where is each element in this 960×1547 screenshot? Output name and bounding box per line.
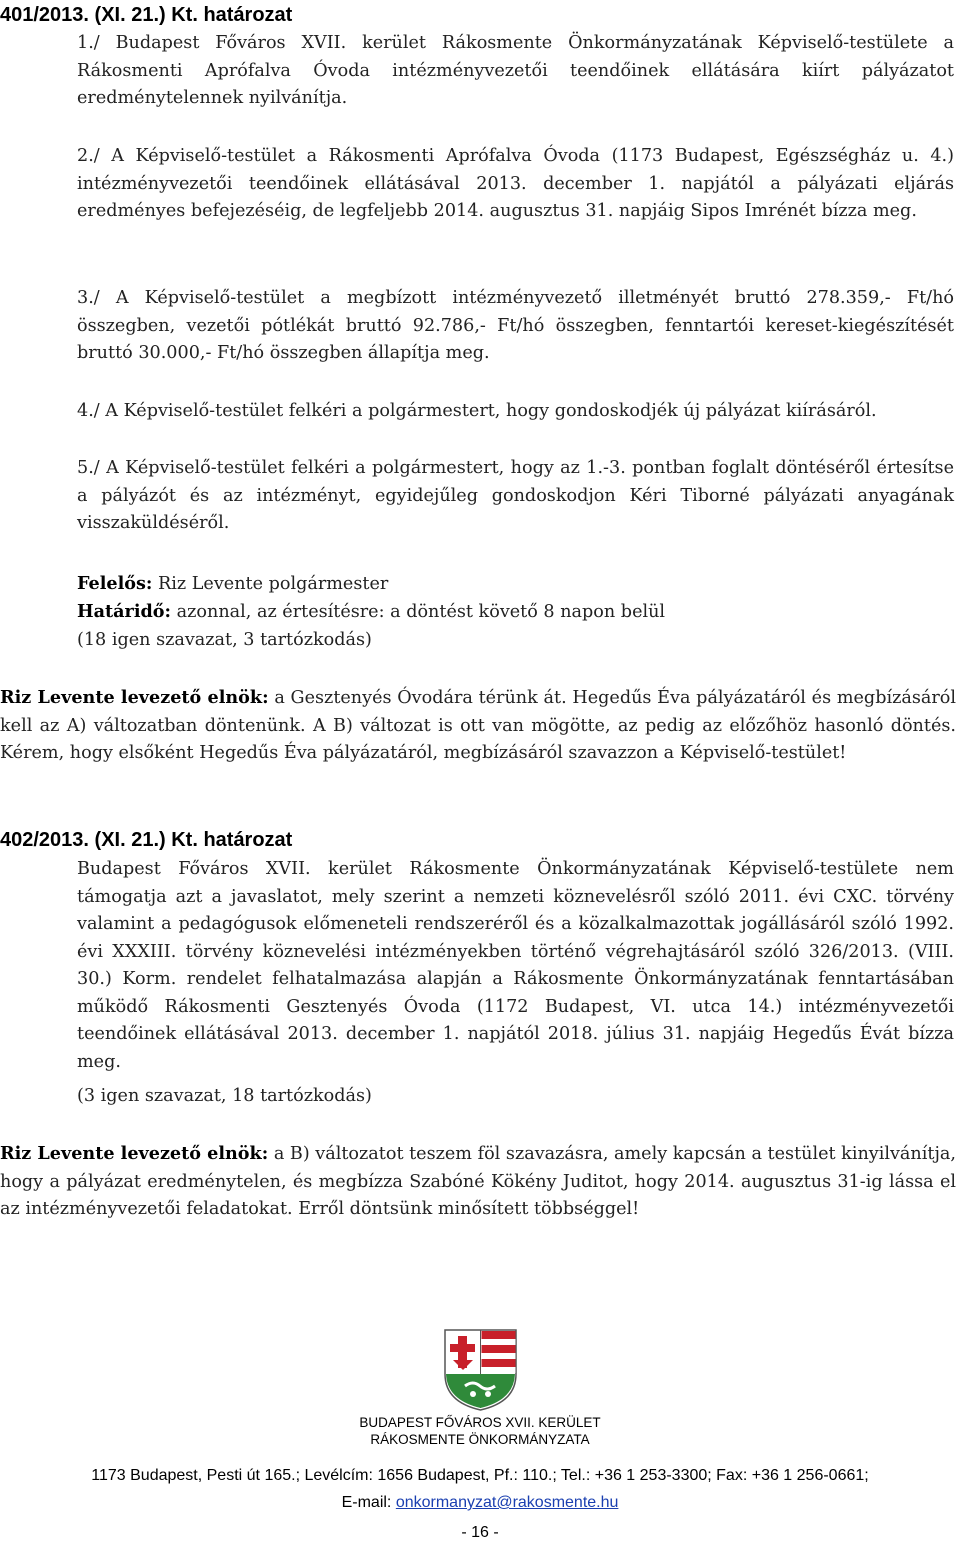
footer-email-link[interactable]: onkormanyzat@rakosmente.hu: [395, 1494, 619, 1511]
footer-org-line-2: RÁKOSMENTE ÖNKORMÁNYZATA: [370, 1432, 590, 1447]
resolution-401-point-2: 2./ A Képviselő-testület a Rákosmenti Aprófalva Óvoda (1173 Budapest, Egészségház u. 4.) intézményvezetői teendőinek ellátásával 2013. december 1. napjától a pályázati eljárás eredményes befejezéséig, de legfeljebb 2014. augusztus 31. napjáig Sipos Imrénét bízza meg.: [77, 146, 954, 221]
resolution-402-vote: (3 igen szavazat, 18 tartózkodás): [77, 1086, 372, 1106]
resolution-402-body: Budapest Főváros XVII. kerület Rákosmente Önkormányzatának Képviselő-testülete nem támogatja azt a javaslatot, mely szerint a nemzeti köznevelésről szóló 2011. évi CXC. törvény valamint a pedagógusok előmeneteli rendszeréről és a közalkalmazottak jogállásáról szóló 1992. évi XXXIII. törvény köznevelési intézményekben történő végrehajtásáról szóló 326/2013. (VIII. 30.) Korm. rendelet felhatalmazása alapján a Rákosmente Önkormányzatának fenntartásában működő Rákosmenti Gesztenyés Óvoda (1172 Budapest, VI. utca 14.) intézményvezetői teendőinek ellátásával 2013. december 1. napjától 2018. július 31. napjáig Hegedűs Évát bízza meg.: [77, 859, 954, 1072]
responsible-value: Riz Levente polgármester: [152, 574, 389, 594]
footer-org-line-1: BUDAPEST FŐVÁROS XVII. KERÜLET: [359, 1415, 601, 1430]
coat-of-arms-graphic: [443, 1328, 518, 1412]
rakosmente-coat-of-arms-icon: [443, 1328, 518, 1412]
speech-2-speaker: Riz Levente levezető elnök:: [0, 1143, 269, 1164]
resolution-402-heading: 402/2013. (XI. 21.) Kt. határozat: [0, 829, 293, 851]
responsible-line: [77, 570, 954, 599]
deadline-label: Határidő:: [77, 601, 172, 622]
footer-email-label: E-mail:: [341, 1494, 396, 1511]
footer-email-line: [0, 1493, 960, 1513]
resolution-401-point-1: 1./ Budapest Főváros XVII. kerület Rákosmente Önkormányzatának Képviselő-testülete a Rákosmenti Aprófalva Óvoda intézményvezetői teendőinek ellátására kiírt pályázatot eredménytelennek nyilvánítja.: [77, 33, 954, 108]
speech-1: [0, 684, 956, 768]
speech-1-speaker: Riz Levente levezető elnök:: [0, 687, 269, 708]
resolution-401-point-5: 5./ A Képviselő-testület felkéri a polgármestert, hogy az 1.-3. pontban foglalt döntéséről értesítse a pályázót és az intézményt, egyidejűleg gondoskodjon Kéri Tiborné pályázati anyagának visszaküldéséről.: [77, 458, 954, 533]
speech-1-text: a Gesztenyés Óvodára térünk át. Hegedűs Éva pályázatáról és megbízásáról kell az A) változatban döntenünk. A B) változat is ott van mögötte, az pedig az előzőhöz hasonló döntés. Kérem, hogy elsőként Hegedűs Éva pályázatáról, megbízásáról szavazzon a Képviselő-testület!: [0, 688, 956, 763]
resolution-401-point-3: 3./ A Képviselő-testület a megbízott intézményvezető illetményét bruttó 278.359,- Ft/hó összegben, vezetői pótlékát bruttó 92.786,- Ft/hó összegben, fenntartói kereset-kiegészítését bruttó 30.000,- Ft/hó összegben állapítja meg.: [77, 288, 954, 363]
deadline-value: azonnal, az értesítésre: a döntést követő 8 napon belül: [171, 602, 666, 622]
resolution-401-vote: (18 igen szavazat, 3 tartózkodás): [77, 630, 372, 650]
deadline-line: [77, 598, 954, 627]
page-number: - 16 -: [461, 1524, 499, 1541]
resolution-401-heading: 401/2013. (XI. 21.) Kt. határozat: [0, 4, 293, 26]
resolution-401-point-4: 4./ A Képviselő-testület felkéri a polgármestert, hogy gondoskodjék új pályázat kiírásáról.: [77, 401, 877, 421]
responsible-label: Felelős:: [77, 573, 153, 594]
footer-address: 1173 Budapest, Pesti út 165.; Levélcím: 1656 Budapest, Pf.: 110.; Tel.: +36 1 253-3300; Fax: +36 1 256-0661;: [91, 1467, 869, 1484]
speech-2-text: a B) változatot teszem föl szavazásra, amely kapcsán a testület kinyilvánítja, hogy a pályázat eredménytelen, és megbízza Szabóné Kökény Juditot, hogy 2014. augusztus 31-ig lássa el az intézményvezetői feladatokat. Erről döntsünk minősített többséggel!: [0, 1144, 956, 1219]
speech-2: [0, 1140, 956, 1224]
